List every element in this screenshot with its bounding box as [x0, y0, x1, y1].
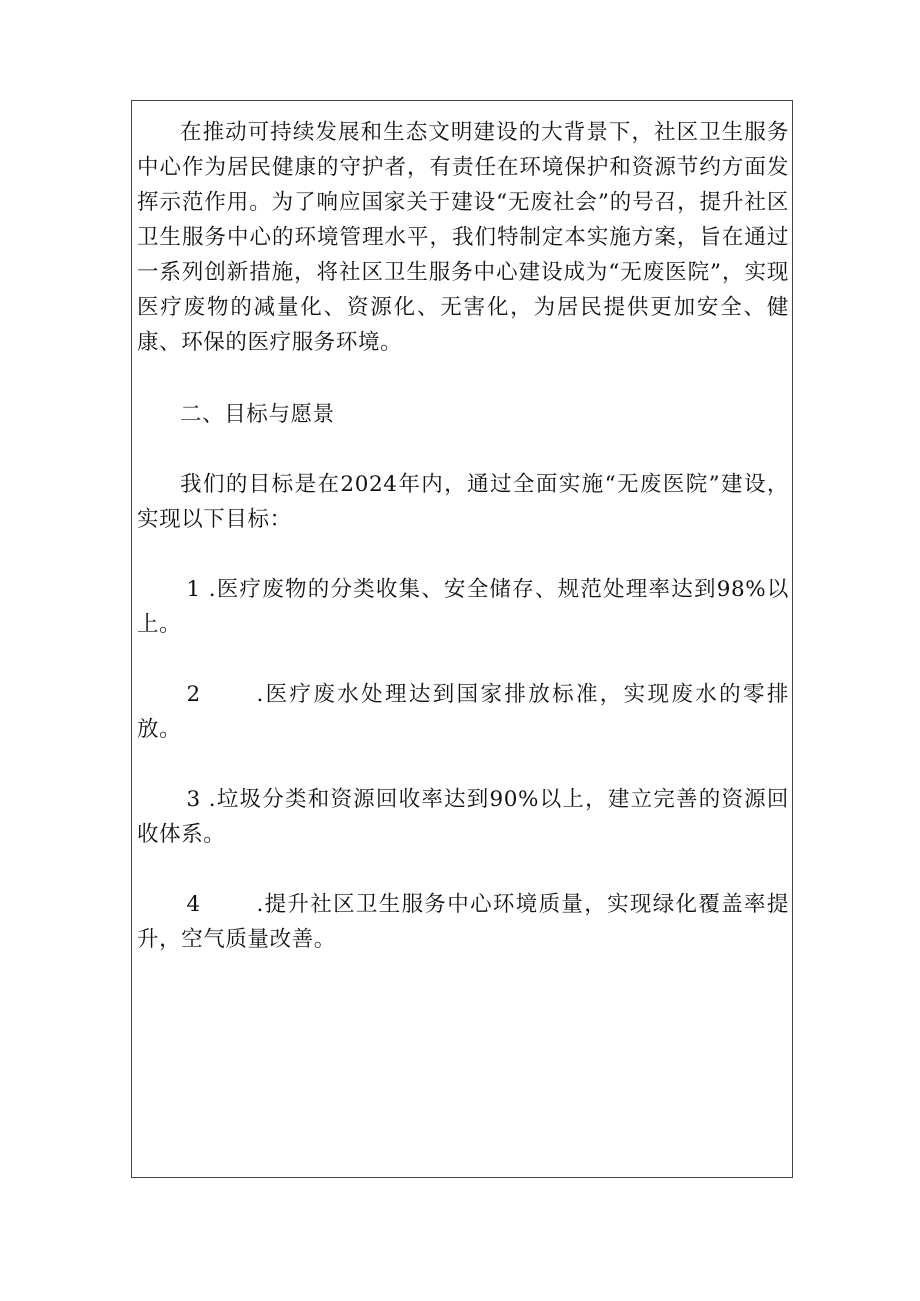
goal-intro-paragraph: 我们的目标是在2024年内，通过全面实施“无废医院”建设，实现以下目标： — [137, 472, 789, 532]
section-heading: 二、目标与愿景 — [180, 402, 335, 427]
document-body — [137, 115, 789, 957]
document-frame — [131, 100, 793, 1178]
list-item-text: .提升社区卫生服务中心环境质量，实现绿化覆盖率提升，空气质量改善。 — [137, 892, 789, 952]
list-item-number: 4 — [186, 892, 201, 917]
intro-paragraph: 在推动可持续发展和生态文明建设的大背景下，社区卫生服务中心作为居民健康的守护者，有责任在环境保护和资源节约方面发挥示范作用。为了响应国家关于建设“无废社会”的号召，提升社区卫生服务中心的环境管理水平，我们特制定本实施方案，旨在通过一系列创新措施，将社区卫生服务中心建设成为“无废医院”，实现医疗废物的减量化、资源化、无害化，为居民提供更加安全、健康、环保的医疗服务环境。 — [137, 120, 789, 355]
list-item — [137, 782, 789, 852]
list-item-number: 3 — [186, 787, 201, 812]
list-item-text: .医疗废物的分类收集、安全储存、规范处理率达到98%以上。 — [137, 577, 789, 637]
list-item-number: 1 — [186, 577, 201, 602]
list-item — [137, 572, 789, 642]
list-item-number: 2 — [186, 682, 201, 707]
list-item — [137, 677, 789, 747]
list-item — [137, 887, 789, 957]
list-item-text: .垃圾分类和资源回收率达到90%以上，建立完善的资源回收体系。 — [137, 787, 789, 847]
list-item-text: .医疗废水处理达到国家排放标准，实现废水的零排放。 — [137, 682, 789, 742]
